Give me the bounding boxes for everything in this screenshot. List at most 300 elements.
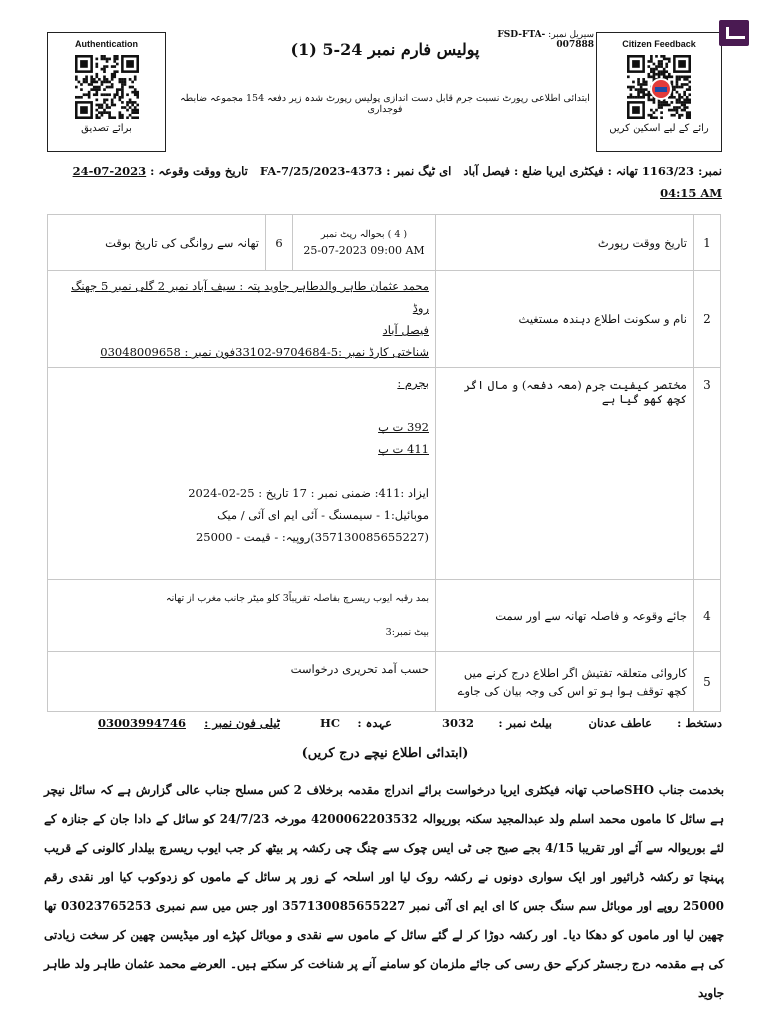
etag-number: FA-7/25/2023-4373: [259, 164, 383, 178]
qr-module: [103, 55, 106, 58]
qr-module: [663, 101, 666, 104]
qr-module: [658, 101, 661, 104]
qr-module: [627, 75, 630, 78]
qr-module: [121, 114, 124, 117]
qr-module: [126, 109, 129, 112]
qr-module: [103, 65, 106, 68]
qr-module: [80, 88, 83, 91]
qr-module: [110, 73, 113, 76]
qr-module: [121, 81, 124, 84]
qr-module: [650, 109, 653, 112]
qr-module: [123, 81, 126, 84]
qr-module: [663, 58, 666, 61]
qr-module: [105, 60, 108, 63]
feedback-caption: رائے کے لیے اسکین کریں: [609, 123, 709, 134]
qr-module: [647, 60, 650, 63]
qr-module: [75, 78, 78, 81]
qr-module: [80, 106, 88, 114]
qr-module: [95, 116, 98, 119]
qr-module: [650, 75, 653, 78]
qr-module: [640, 96, 643, 99]
qr-module: [650, 55, 653, 58]
qr-module: [653, 70, 656, 73]
qr-module: [686, 96, 689, 99]
qr-module: [655, 109, 658, 112]
qr-module: [640, 86, 643, 89]
qr-module: [660, 55, 663, 58]
qr-module: [688, 111, 691, 114]
fir-heading: (ابتدائی اطلاع نیچے درج کریں): [301, 746, 469, 761]
report-datetime-label: تاریخ ووقت رپورٹ: [436, 215, 694, 271]
fir-number: 1163/23: [641, 164, 695, 178]
qr-module: [110, 101, 113, 104]
qr-module: [123, 78, 126, 81]
feedback-title: Citizen Feedback: [622, 39, 696, 49]
qr-module: [671, 101, 674, 104]
qr-module: [647, 93, 650, 96]
row-number: 2: [694, 271, 721, 368]
qr-module: [108, 106, 111, 109]
qr-module: [653, 99, 656, 102]
qr-module: [665, 75, 668, 78]
qr-module: [121, 93, 124, 96]
qr-module: [133, 75, 136, 78]
qr-module: [678, 75, 681, 78]
qr-module: [660, 70, 663, 73]
qr-module: [678, 96, 681, 99]
qr-module: [637, 83, 640, 86]
qr-module: [678, 60, 686, 68]
officer-signature-line: [96, 716, 722, 736]
feedback-qr-box[interactable]: [596, 32, 722, 152]
qr-module: [136, 96, 139, 99]
qr-module: [118, 116, 121, 119]
qr-module: [95, 81, 98, 84]
qr-module: [80, 60, 88, 68]
qr-module: [103, 88, 106, 91]
qr-module: [676, 91, 679, 94]
qr-module: [103, 58, 106, 61]
table-row: [48, 271, 721, 368]
qr-module: [681, 83, 684, 86]
qr-module: [128, 106, 131, 109]
qr-module: [87, 91, 90, 94]
occurrence-datetime: 24-07-2023 04:15 AM: [72, 164, 722, 200]
authentication-qr-code[interactable]: [75, 55, 139, 119]
table-row: [48, 215, 721, 271]
qr-module: [668, 104, 671, 107]
qr-module: [660, 116, 663, 119]
qr-module: [660, 73, 663, 76]
qr-module: [676, 78, 679, 81]
qr-module: [673, 109, 676, 112]
qr-module: [100, 81, 103, 84]
qr-module: [671, 109, 674, 112]
qr-module: [90, 81, 93, 84]
qr-module: [110, 78, 113, 81]
qr-module: [653, 111, 656, 114]
qr-module: [678, 101, 681, 104]
qr-module: [676, 101, 679, 104]
qr-module: [678, 106, 681, 109]
qr-module: [95, 75, 98, 78]
qr-module: [655, 68, 658, 71]
qr-module: [688, 88, 691, 91]
qr-module: [133, 101, 136, 104]
qr-module: [681, 104, 684, 107]
crime-summary-details: بجرم : 392 ت پ 411 ت پ ایزاد :411: ضمنی نمبر : 17 تاریخ : 25-02-2024 موبائیل:1 - سیمسنگ - آئی ایم ای آئی / میک (357130085655227)روپیہ: - قیمت - 25000: [48, 368, 436, 580]
qr-module: [113, 65, 116, 68]
qr-module: [660, 65, 663, 68]
qr-module: [678, 114, 681, 117]
qr-module: [686, 99, 689, 102]
qr-module: [98, 106, 101, 109]
qr-module: [136, 109, 139, 112]
qr-module: [118, 99, 121, 102]
qr-module: [681, 109, 684, 112]
qr-module: [128, 99, 131, 102]
row-number: 5: [694, 652, 721, 712]
qr-module: [98, 111, 101, 114]
qr-module: [105, 78, 108, 81]
qr-module: [82, 81, 85, 84]
qr-module: [642, 88, 645, 91]
qr-module: [75, 75, 78, 78]
qr-module: [671, 93, 674, 96]
qr-module: [681, 96, 684, 99]
qr-module: [115, 88, 118, 91]
qr-module: [673, 86, 676, 89]
qr-module: [645, 83, 648, 86]
qr-module: [128, 101, 131, 104]
qr-module: [98, 104, 101, 107]
qr-module: [658, 104, 661, 107]
rank-value: HC: [319, 716, 340, 730]
qr-module: [105, 86, 108, 89]
qr-module: [100, 114, 103, 117]
qr-module: [650, 114, 653, 117]
report-reference: ( 4 ) بحوالہ رپٹ نمبر 25-07-2023 09:00 AM: [293, 215, 436, 271]
qr-module: [637, 91, 640, 94]
qr-module: [647, 73, 650, 76]
qr-module: [653, 63, 656, 66]
fir-meta-line: نمبر: 1163/23 تھانہ : فیکٹری ایریا ضلع : فیصل آباد ای ٹیگ نمبر : FA-7/25/2023-4373 تاریخ ووقت وقوعہ : 24-07-2023 04:15 AM: [72, 164, 722, 200]
qr-module: [133, 88, 136, 91]
qr-module: [686, 83, 689, 86]
qr-module: [637, 78, 640, 81]
qr-module: [131, 81, 134, 84]
qr-module: [121, 86, 124, 89]
qr-module: [105, 93, 108, 96]
form-description: ابتدائی اطلاعی رپورٹ نسبت جرم قابل دست اندازی پولیس رپورٹ شدہ زیر دفعہ 154 مجموعہ ضابطہ فوجداری: [180, 93, 590, 115]
qr-module: [676, 83, 679, 86]
qr-module: [665, 63, 668, 66]
qr-module: [126, 101, 129, 104]
qr-module: [126, 116, 129, 119]
qr-module: [642, 91, 645, 94]
qr-module: [92, 88, 95, 91]
qr-module: [681, 75, 684, 78]
qr-module: [136, 91, 139, 94]
authentication-qr-box[interactable]: [47, 32, 166, 152]
qr-module: [678, 93, 681, 96]
qr-module: [683, 104, 686, 107]
qr-module: [105, 99, 108, 102]
qr-module: [650, 116, 653, 119]
belt-number: 3032: [441, 716, 474, 730]
qr-module: [75, 96, 78, 99]
qr-module: [90, 78, 93, 81]
qr-module: [673, 96, 676, 99]
qr-module: [92, 93, 95, 96]
qr-module: [110, 99, 113, 102]
qr-module: [658, 106, 661, 109]
qr-module: [85, 81, 88, 84]
complainant-details: محمد عثمان طاہر والدطاہر جاوید پتہ : سیف آباد نمبر 2 گلی نمبر 5 جھنگ روڈ فیصل آباد شناختی کارڈ نمبر :33102-9704684-5فون نمبر : 03048009658: [48, 271, 436, 368]
qr-module: [87, 83, 90, 86]
district: فیصل آباد: [463, 164, 511, 178]
qr-module: [676, 81, 679, 84]
qr-module: [658, 63, 661, 66]
qr-module: [653, 101, 656, 104]
qr-module: [95, 91, 98, 94]
occurrence-place-label: جائے وقوعہ و فاصلہ تھانہ سے اور سمت: [436, 580, 694, 652]
qr-module: [85, 78, 88, 81]
qr-module: [676, 106, 679, 109]
qr-module: [642, 81, 645, 84]
qr-module: [105, 65, 108, 68]
qr-module: [653, 73, 656, 76]
qr-module: [95, 109, 98, 112]
qr-module: [121, 83, 124, 86]
qr-module: [681, 101, 684, 104]
qr-module: [650, 99, 653, 102]
qr-module: [121, 116, 124, 119]
qr-module: [681, 114, 684, 117]
qr-module: [658, 73, 661, 76]
qr-module: [673, 88, 676, 91]
qr-module: [650, 58, 653, 61]
qr-module: [658, 70, 661, 73]
qr-module: [113, 73, 116, 76]
qr-module: [650, 70, 653, 73]
qr-module: [665, 65, 668, 68]
qr-module: [686, 114, 689, 117]
qr-module: [133, 93, 136, 96]
qr-module: [640, 88, 643, 91]
qr-module: [133, 109, 136, 112]
qr-module: [671, 96, 674, 99]
qr-module: [678, 78, 681, 81]
qr-module: [678, 116, 681, 119]
qr-module: [688, 101, 691, 104]
qr-module: [671, 114, 674, 117]
complainant-label: نام و سکونت اطلاع دہندہ مستغیث: [436, 271, 694, 368]
qr-module: [635, 96, 638, 99]
police-station: فیکٹری ایریا: [546, 164, 604, 178]
qr-module: [683, 99, 686, 102]
qr-module: [128, 114, 131, 117]
qr-module: [103, 78, 106, 81]
qr-module: [660, 106, 663, 109]
table-row: [48, 580, 721, 652]
qr-module: [653, 116, 656, 119]
qr-module: [686, 106, 689, 109]
qr-module: [105, 58, 108, 61]
qr-module: [665, 101, 668, 104]
qr-module: [683, 91, 686, 94]
qr-module: [686, 101, 689, 104]
qr-module: [686, 75, 689, 78]
qr-module: [77, 96, 80, 99]
qr-module: [131, 116, 134, 119]
qr-module: [676, 111, 679, 114]
qr-module: [113, 75, 116, 78]
qr-module: [126, 60, 134, 68]
qr-module: [121, 91, 124, 94]
qr-module: [105, 106, 108, 109]
qr-module: [678, 99, 681, 102]
qr-module: [676, 109, 679, 112]
fir-details-table: [47, 214, 721, 712]
qr-module: [645, 93, 648, 96]
officer-phone-number: 03003994746: [97, 716, 186, 730]
qr-module: [133, 116, 136, 119]
qr-module: [660, 111, 663, 114]
qr-module: [110, 65, 113, 68]
qr-module: [103, 109, 106, 112]
qr-module: [637, 81, 640, 84]
qr-module: [115, 58, 118, 61]
qr-module: [683, 78, 686, 81]
row-number: 1: [694, 215, 721, 271]
belt-label: بیلٹ نمبر :: [498, 716, 552, 730]
qr-module: [688, 116, 691, 119]
qr-module: [642, 83, 645, 86]
qr-module: [123, 106, 126, 109]
table-row: [48, 652, 721, 712]
qr-module: [647, 75, 650, 78]
qr-module: [75, 86, 78, 89]
qr-module: [683, 93, 686, 96]
qr-module: [686, 111, 689, 114]
qr-module: [665, 104, 668, 107]
qr-module: [95, 99, 98, 102]
qr-module: [133, 106, 136, 109]
qr-module: [95, 73, 98, 76]
qr-module: [121, 88, 124, 91]
qr-module: [82, 78, 85, 81]
qr-module: [80, 83, 83, 86]
qr-module: [108, 116, 111, 119]
qr-module: [103, 99, 106, 102]
qr-module: [660, 60, 663, 63]
qr-module: [133, 78, 136, 81]
authentication-caption: برائے تصدیق: [81, 123, 132, 134]
qr-module: [110, 104, 113, 107]
qr-module: [90, 83, 93, 86]
report-datetime-value: 25-07-2023 09:00 AM: [303, 243, 425, 257]
qr-module: [653, 68, 656, 71]
qr-module: [632, 106, 640, 114]
qr-module: [128, 86, 131, 89]
qr-module: [136, 104, 139, 107]
qr-module: [655, 116, 658, 119]
qr-module: [113, 104, 116, 107]
qr-module: [637, 88, 640, 91]
qr-module: [103, 81, 106, 84]
qr-module: [136, 111, 139, 114]
officer-name: عاطف عدنان: [588, 716, 652, 730]
qr-module: [108, 81, 111, 84]
qr-module: [653, 75, 656, 78]
qr-module: [632, 96, 635, 99]
qr-module: [663, 104, 666, 107]
qr-module: [642, 96, 645, 99]
qr-module: [683, 83, 686, 86]
qr-module: [113, 55, 116, 58]
qr-module: [630, 88, 633, 91]
feedback-qr-wrap[interactable]: [627, 55, 691, 119]
qr-module: [105, 111, 108, 114]
qr-module: [108, 111, 111, 114]
qr-module: [110, 83, 113, 86]
qr-module: [630, 86, 633, 89]
qr-module: [100, 111, 103, 114]
qr-module: [103, 93, 106, 96]
qr-module: [121, 78, 124, 81]
qr-module: [632, 86, 635, 89]
qr-module: [668, 60, 671, 63]
qr-module: [647, 65, 650, 68]
qr-module: [108, 86, 111, 89]
qr-module: [95, 104, 98, 107]
qr-module: [118, 88, 121, 91]
qr-module: [676, 99, 679, 102]
qr-module: [678, 86, 681, 89]
qr-module: [90, 75, 93, 78]
qr-module: [688, 81, 691, 84]
qr-module: [103, 111, 106, 114]
qr-module: [136, 116, 139, 119]
qr-module: [645, 88, 648, 91]
qr-module: [126, 93, 129, 96]
qr-module: [98, 116, 101, 119]
app-logo-icon: [719, 20, 749, 46]
row-number: 6: [266, 215, 293, 271]
qr-module: [663, 55, 666, 58]
qr-module: [663, 73, 666, 76]
qr-module: [103, 68, 106, 71]
qr-module: [95, 63, 98, 66]
qr-module: [121, 106, 124, 109]
qr-module: [131, 101, 134, 104]
qr-module: [668, 58, 671, 61]
qr-module: [113, 58, 116, 61]
qr-module: [113, 96, 116, 99]
qr-module: [668, 73, 671, 76]
qr-module: [118, 114, 121, 117]
police-emblem-icon: [650, 78, 672, 100]
qr-module: [650, 60, 653, 63]
crime-summary-label: مختصر کیفیت جرم (معہ دفعہ) و مال اگر کچھ کھو گیا ہے: [436, 368, 694, 580]
qr-module: [95, 88, 98, 91]
qr-module: [676, 86, 679, 89]
qr-module: [630, 93, 633, 96]
qr-module: [118, 81, 121, 84]
qr-module: [118, 78, 121, 81]
occurrence-place-details: بمد رقبہ ایوب ریسرچ بفاصلہ تقریباً3 کلو میٹر جانب مغرب از تھانہ بیٹ نمبر:3: [48, 580, 436, 652]
